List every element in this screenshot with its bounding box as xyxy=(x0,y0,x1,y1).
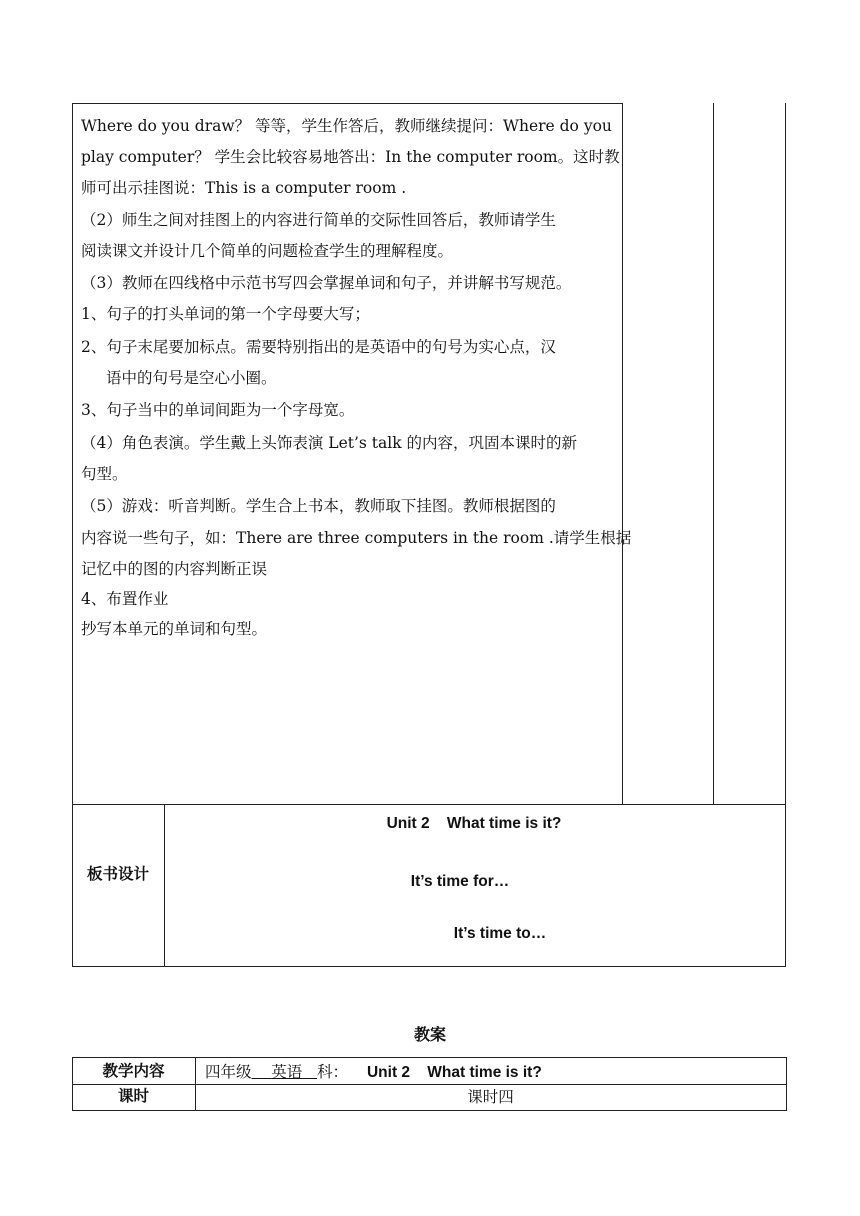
table-bottom-border xyxy=(72,966,786,967)
table-top-border xyxy=(72,103,623,104)
table-right-border xyxy=(785,103,786,967)
body-line: 句型。 xyxy=(81,465,128,483)
info-table-top xyxy=(72,1057,787,1058)
subject-blank xyxy=(252,1063,318,1081)
info-table-right xyxy=(786,1057,787,1111)
grade-text: 四年级 xyxy=(205,1063,252,1081)
body-line: 师可出示挂图说：This is a computer room . xyxy=(81,179,407,197)
body-line: （5）游戏：听音判断。学生合上书本，教师取下挂图。教师根据图的 xyxy=(81,497,556,515)
body-line: （3）教师在四线格中示范书写四会掌握单词和句子，并讲解书写规范。 xyxy=(81,274,572,292)
body-line: 抄写本单元的单词和句型。 xyxy=(81,620,268,638)
body-line: 1、句子的打头单词的第一个字母要大写； xyxy=(81,305,370,323)
subject-suffix: 科： xyxy=(317,1063,349,1081)
board-line-time-to: It’s time to… xyxy=(453,925,547,942)
info-table-bottom xyxy=(72,1110,787,1111)
body-line: 4、布置作业 xyxy=(81,590,169,608)
teaching-content-label: 教学内容 xyxy=(102,1063,165,1080)
info-table-mid xyxy=(72,1084,787,1085)
board-design-label: 板书设计 xyxy=(86,866,149,883)
body-line: Where do you draw？ 等等，学生作答后，教师继续提问：Where do you xyxy=(81,117,612,135)
lesson-period-value: 课时四 xyxy=(467,1088,514,1106)
body-line: （2）师生之间对挂图上的内容进行简单的交际性回答后，教师请学生 xyxy=(81,211,556,229)
body-line: 2、句子末尾要加标点。需要特别指出的是英语中的句号为实心点，汉 xyxy=(81,338,556,356)
column-divider-2 xyxy=(713,103,714,805)
page-title: 教案 xyxy=(413,1027,446,1044)
subject-text: 英语 xyxy=(271,1063,303,1081)
body-line: 内容说一些句子，如：There are three computers in the room .请学生根据 xyxy=(81,529,632,547)
table-left-border xyxy=(72,103,73,967)
body-line: （4）角色表演。学生戴上头饰表演 Let’s talk 的内容，巩固本课时的新 xyxy=(81,434,578,452)
board-line-time-for: It’s time for… xyxy=(410,873,510,890)
body-right-border xyxy=(622,103,623,805)
body-line: 语中的句号是空心小圈。 xyxy=(106,369,277,387)
lesson-period-label: 课时 xyxy=(117,1088,149,1105)
board-title: Unit 2 What time is it? xyxy=(386,815,562,832)
body-line: 阅读课文并设计几个简单的问题检查学生的理解程度。 xyxy=(81,242,454,260)
unit-text: Unit 2 What time is it? xyxy=(366,1064,542,1081)
body-line: 记忆中的图的内容判断正误 xyxy=(81,560,268,578)
teaching-content-value xyxy=(205,1062,542,1083)
body-bottom-border xyxy=(72,804,786,805)
body-line: 3、句子当中的单词间距为一个字母宽。 xyxy=(81,401,355,419)
body-line: play computer？ 学生会比较容易地答出：In the computer room。这时教 xyxy=(81,148,620,166)
